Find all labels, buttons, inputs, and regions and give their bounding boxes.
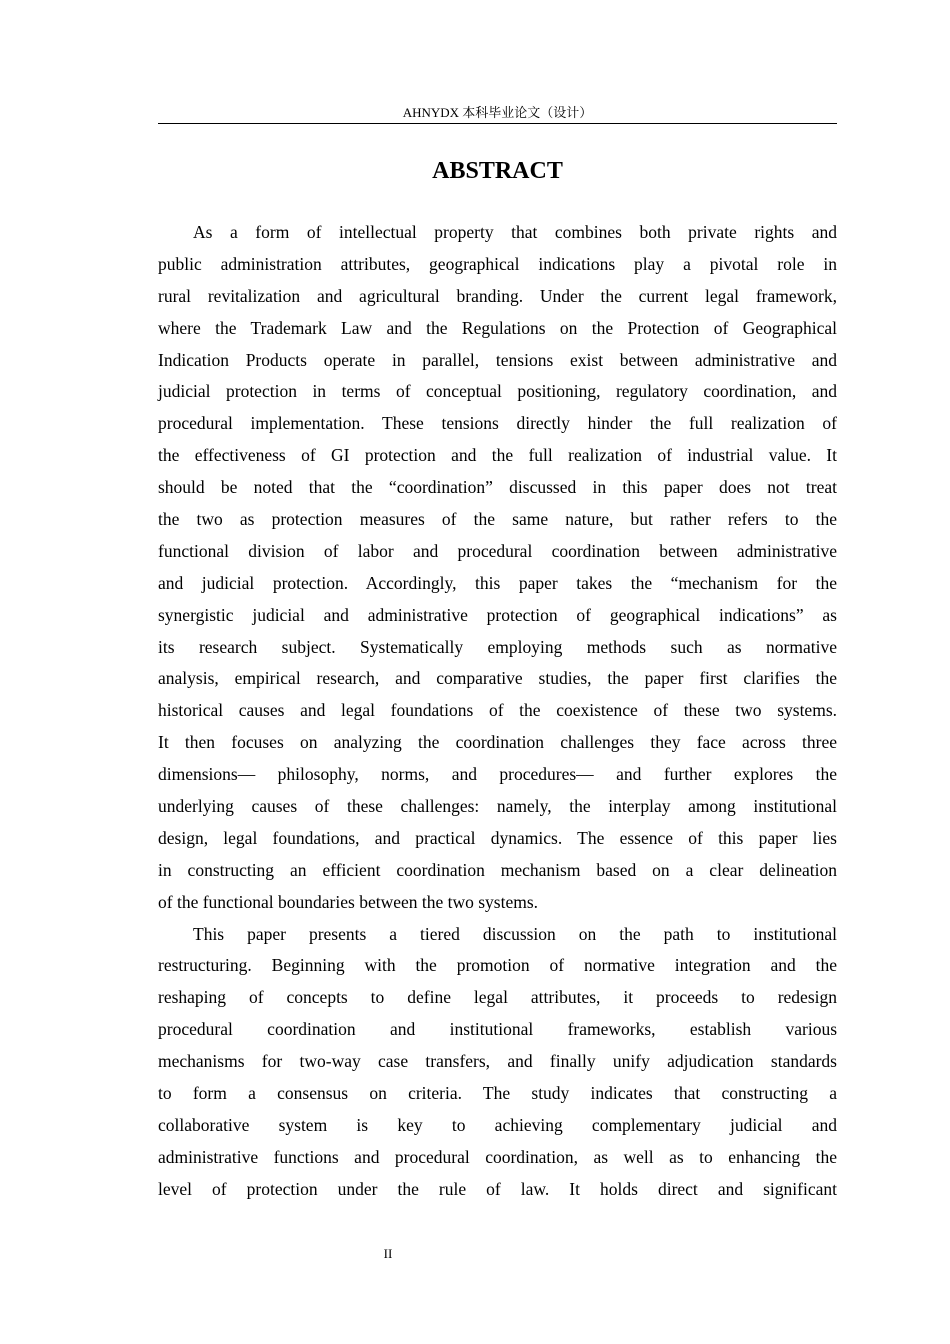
text-line: historical causes and legal foundations of the coexistence of these two systems.: [158, 700, 837, 721]
text-line: mechanisms for two-way case transfers, and finally unify adjudication standards: [158, 1051, 837, 1072]
text-line: As a form of intellectual property that combines both private rights and: [193, 222, 837, 242]
header-divider: [158, 123, 837, 124]
text-line: level of protection under the rule of law. It holds direct and significant: [158, 1178, 837, 1199]
text-line: dimensions— philosophy, norms, and procedures— and further explores the: [158, 764, 837, 785]
text-line: rural revitalization and agricultural branding. Under the current legal framework,: [158, 285, 837, 306]
text-line: collaborative system is key to achieving complementary judicial and: [158, 1114, 837, 1135]
text-line: procedural implementation. These tensions directly hinder the full realization of: [158, 413, 837, 434]
abstract-body: [158, 217, 837, 1206]
text-line: where the Trademark Law and the Regulations on the Protection of Geographical: [158, 317, 837, 338]
text-line: administrative functions and procedural coordination, as well as to enhancing the: [158, 1146, 837, 1167]
text-line: the two as protection measures of the same nature, but rather refers to the: [158, 509, 837, 530]
running-header: AHNYDX 本科毕业论文（设计）: [402, 105, 593, 120]
text-line: judicial protection in terms of conceptual positioning, regulatory coordination, and: [158, 381, 837, 402]
paragraph-1: [158, 217, 837, 919]
paragraph-2: [158, 919, 837, 1206]
text-line: restructuring. Beginning with the promotion of normative integration and the: [158, 955, 837, 976]
text-line: design, legal foundations, and practical dynamics. The essence of this paper lies: [158, 827, 837, 848]
text-line: and judicial protection. Accordingly, this paper takes the “mechanism for the: [158, 572, 837, 593]
text-line: its research subject. Systematically employing methods such as normative: [158, 636, 837, 657]
text-line: public administration attributes, geographical indications play a pivotal role in: [158, 253, 837, 274]
page-title: ABSTRACT: [432, 158, 563, 184]
text-line: functional division of labor and procedural coordination between administrative: [158, 540, 837, 561]
text-line: reshaping of concepts to define legal attributes, it proceeds to redesign: [158, 987, 837, 1008]
text-line: This paper presents a tiered discussion on the path to institutional: [193, 923, 837, 944]
text-line: Indication Products operate in parallel, tensions exist between administrative and: [158, 349, 837, 370]
text-line: underlying causes of these challenges: namely, the interplay among institutional: [158, 796, 837, 817]
text-line: It then focuses on analyzing the coordination challenges they face across three: [158, 732, 837, 753]
text-line: analysis, empirical research, and comparative studies, the paper first clarifies the: [158, 668, 837, 689]
text-line: procedural coordination and institutional frameworks, establish various: [158, 1019, 837, 1040]
page-number: II: [383, 1246, 393, 1261]
text-line: to form a consensus on criteria. The study indicates that constructing a: [158, 1083, 837, 1104]
text-line: of the functional boundaries between the two systems.: [158, 891, 539, 912]
text-line: synergistic judicial and administrative protection of geographical indications” as: [158, 604, 837, 625]
text-line: the effectiveness of GI protection and the full realization of industrial value. It: [158, 445, 837, 466]
text-line: in constructing an efficient coordination mechanism based on a clear delineation: [158, 859, 837, 880]
text-line: should be noted that the “coordination” discussed in this paper does not treat: [158, 477, 837, 498]
